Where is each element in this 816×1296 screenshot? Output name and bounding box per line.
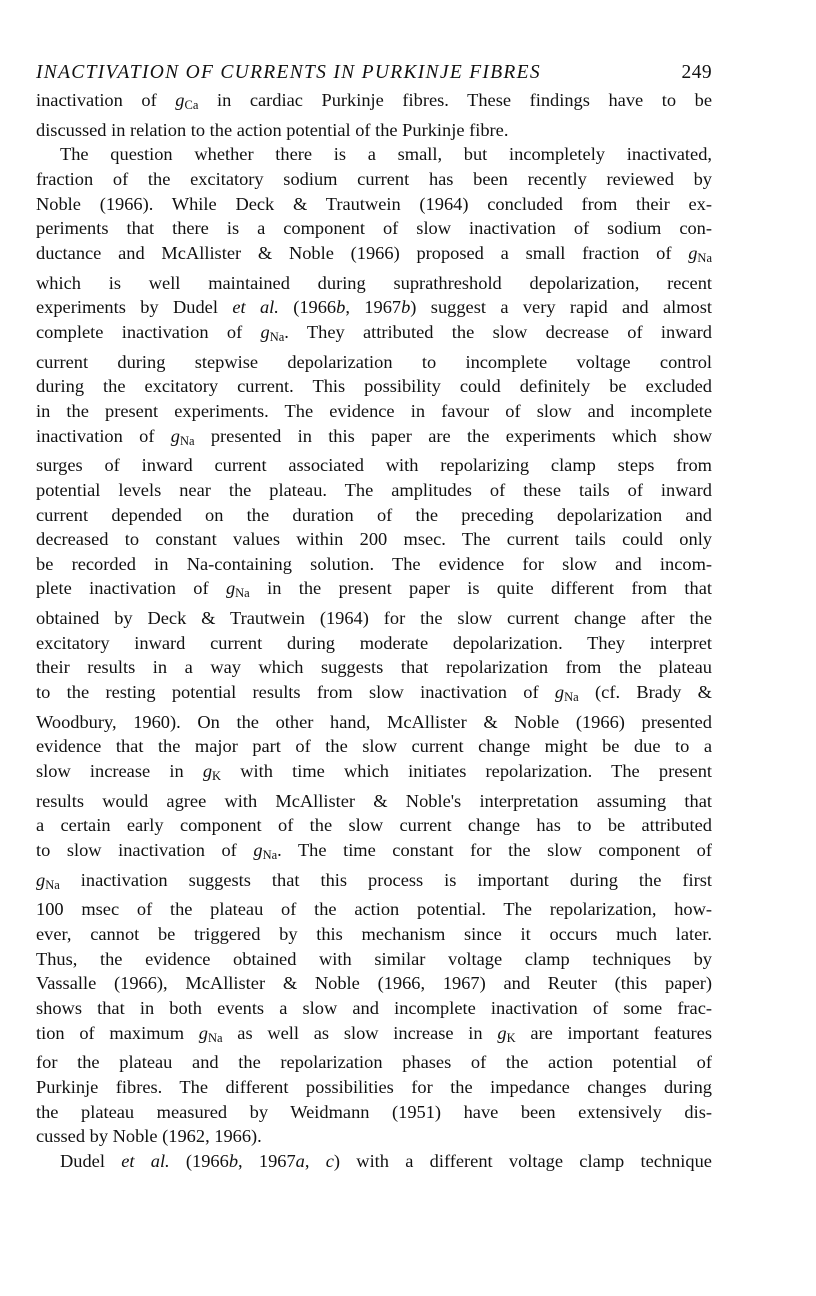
journal-page [36, 62, 712, 1174]
text-line: surges of inward current associated with repolarizing clamp steps from [36, 455, 712, 476]
text-line: a certain early component of the slow current change has to be attributed [36, 815, 712, 836]
text-line: decreased to constant values within 200 msec. The current tails could only [36, 529, 712, 550]
text-line: complete inactivation of $g_{Na}$. They attributed the slow decrease of inward [36, 321, 712, 344]
text-line: ever, cannot be triggered by this mechanism since it occurs much later. [36, 924, 712, 944]
text-line: inactivation of $g_{Na}$ presented in this paper are the experiments which show [36, 425, 712, 448]
text-line: the plateau measured by Weidmann (1951) have been extensively dis- [36, 1101, 712, 1122]
text-line: shows that in both events a slow and incomplete inactivation of some frac- [36, 997, 712, 1018]
text-line: current depended on the duration of the preceding depolarization and [36, 504, 712, 525]
text-line: fraction of the excitatory sodium current has been recently reviewed by [36, 168, 712, 189]
text-line: Woodbury, 1960). On the other hand, McAllister & Noble (1966) presented [36, 711, 712, 732]
text-line: for the plateau and the repolarization phases of the action potential of [36, 1052, 712, 1073]
text-line: to slow inactivation of $g_{Na}$. The time constant for the slow component of [36, 840, 712, 863]
text-line: results would agree with McAllister & Noble's interpretation assuming that [36, 790, 712, 811]
text-line: inactivation of $g_{Ca}$ in cardiac Purkinje fibres. These findings have to be [36, 90, 712, 112]
text-line: to the resting potential results from slow inactivation of $g_{Na}$ (cf. Brady & [36, 682, 712, 705]
text-line: during the excitatory current. This possibility could definitely be excluded [36, 376, 712, 397]
text-line: ductance and McAllister & Noble (1966) proposed a small fraction of $g_{Na}$ [36, 242, 712, 265]
text-line: obtained by Deck & Trautwein (1964) for the slow current change after the [36, 608, 712, 629]
text-line: in the present experiments. The evidence in favour of slow and incomplete [36, 400, 712, 421]
body-text [36, 88, 712, 1174]
text-line: $g_{Na}$ inactivation suggests that this process is important during the first [36, 869, 712, 892]
running-head [36, 62, 712, 84]
text-line: plete inactivation of $g_{Na}$ in the present paper is quite different from that [36, 578, 713, 601]
text-line: potential levels near the plateau. The amplitudes of these tails of inward [36, 479, 712, 500]
text-line: 100 msec of the plateau of the action potential. The repolarization, how- [36, 899, 712, 920]
text-line: excitatory inward current during moderate depolarization. They interpret [36, 632, 712, 653]
text-line: Noble (1966). While Deck & Trautwein (1964) concluded from their ex- [36, 193, 712, 214]
text-line: slow increase in $g_K$ with time which initiates repolarization. The present [36, 761, 712, 784]
text-line: Thus, the evidence obtained with similar voltage clamp techniques by [36, 948, 712, 969]
text-line: The question whether there is a small, but incompletely inactivated, [60, 144, 712, 165]
text-line: cussed by Noble (1962, 1966). [36, 1126, 262, 1147]
text-line: evidence that the major part of the slow current change might be due to a [36, 736, 712, 757]
text-line: their results in a way which suggests that repolarization from the plateau [36, 657, 712, 678]
text-line: current during stepwise depolarization to incomplete voltage control [36, 351, 712, 372]
text-line: experiments by Dudel et al. (1966b, 1967b) suggest a very rapid and almost [36, 297, 712, 318]
text-line: Vassalle (1966), McAllister & Noble (1966, 1967) and Reuter (this paper) [36, 973, 712, 994]
text-line: which is well maintained during suprathreshold depolarization, recent [36, 272, 712, 293]
text-line: discussed in relation to the action potential of the Purkinje fibre. [36, 119, 509, 140]
text-line: Purkinje fibres. The different possibilities for the impedance changes during [36, 1076, 712, 1097]
text-line: tion of maximum $g_{Na}$ as well as slow increase in $g_K$ are important features [36, 1022, 712, 1045]
running-head-title: INACTIVATION OF CURRENTS IN PURKINJE FIBRES [36, 62, 541, 83]
text-line: be recorded in Na-containing solution. The evidence for slow and incom- [36, 553, 712, 574]
text-line: Dudel et al. (1966b, 1967a, c) with a different voltage clamp technique [60, 1150, 712, 1171]
text-line: periments that there is a component of slow inactivation of sodium con- [36, 218, 712, 239]
page-number: 249 [681, 62, 712, 83]
